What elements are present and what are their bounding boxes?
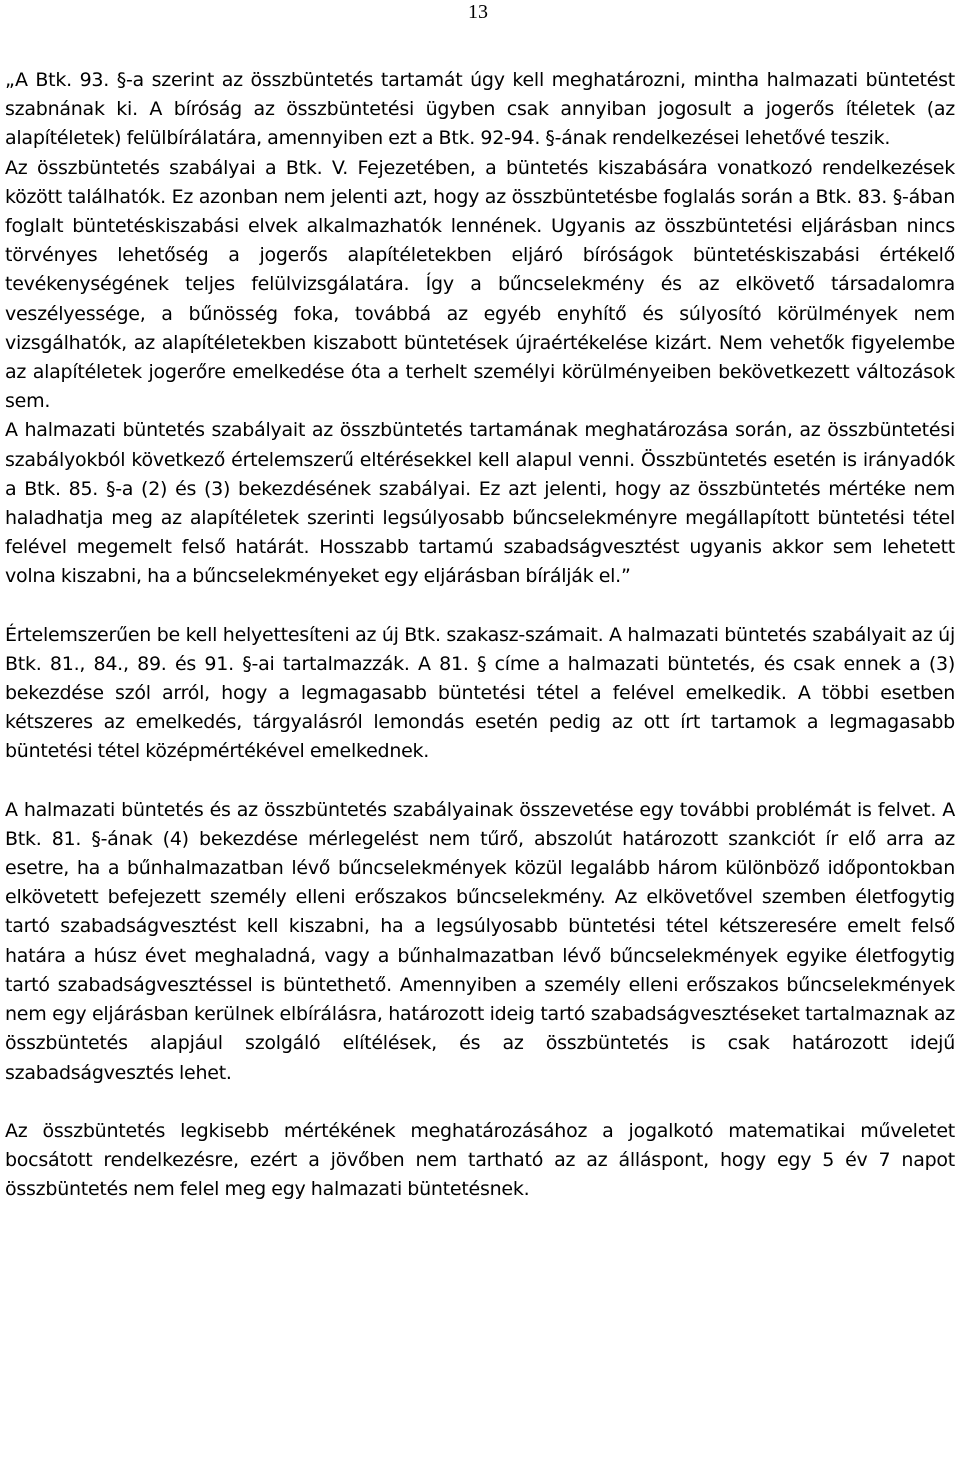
- page-number: 13: [468, 1, 488, 23]
- paragraph-new-btk: Értelemszerűen be kell helyettesíteni az új Btk. szakasz-számait. A halmazati büntetés szabályait az új Btk. 81., 84., 89. és 91. §-ai tartalmazzák. A 81. § címe a halmazati büntetés, és csak ennek a (3) bekezdése szól arról, hogy a legmagasabb büntetési tétel a felével emelkedik. A többi esetben kétszeres az emelkedés, tárgyalásról lemondás esetén pedig az ott írt tartamok a legmagasabb büntetési tétel középmértékével emelkednek.: [5, 623, 955, 763]
- paragraph-quote-rules: Az összbüntetés szabályai a Btk. V. Fejezetében, a büntetés kiszabására vonatkozó rendelkezések között találhatók. Ez azonban nem jelenti azt, hogy az összbüntetésbe foglalás során a Btk. 83. §-ában foglalt büntetéskiszabási elvek alkalmazhatók lennének. Ugyanis az összbüntetési eljárásban nincs törvényes lehetőség a jogerős alapítéletekben eljáró bíróságok büntetéskiszabási értékelő tevékenységének teljes felülvizsgálatára. Így a bűncselekmény és az elkövető társadalomra veszélyessége, a bűnösség foka, továbbá az egyéb enyhítő és súlyosító körülmények nem vizsgálhatók, az alapítéletekben kiszabott büntetések újraértékelése kizárt. Nem vehetők figyelembe az alapítéletek jogerőre emelkedése óta a terhelt személyi körülményeiben bekövetkezett változások sem.: [5, 156, 955, 413]
- paragraph-minimum: Az összbüntetés legkisebb mértékének meghatározásához a jogalkotó matematikai műveletet bocsátott rendelkezésre, ezért a jövőben nem tartható az az álláspont, hogy egy 5 év 7 napot összbüntetés nem felel meg egy halmazati büntetésnek.: [5, 1119, 955, 1201]
- paragraph-quote-halmazati: A halmazati büntetés szabályait az összbüntetés tartamának meghatározása során, az összbüntetési szabályokból következő értelemszerű eltérésekkel kell alapul venni. Összbüntetés esetén is irányadók a Btk. 85. §-a (2) és (3) bekezdésének szabályai. Ez azt jelenti, hogy az összbüntetés mértéke nem haladhatja meg az alapítéletek szerinti legsúlyosabb bűncselekményre megállapított büntetési tétel felével megemelt felső határát. Hosszabb tartamú szabadságvesztést ugyanis akkor sem lehetett volna kiszabni, ha a bűncselekményeket egy eljárásban bírálják el.”: [5, 419, 955, 588]
- document-body: [5, 66, 955, 1204]
- paragraph-comparison: A halmazati büntetés és az összbüntetés szabályainak összevetése egy további problémát is felvet. A Btk. 81. §-ának (4) bekezdése mérlegelést nem tűrő, abszolút határozott szankciót ír elő arra az esetre, ha a bűnhalmazatban lévő bűncselekmények közül legalább három különböző időpontokban elkövetett befejezett személy elleni erőszakos bűncselekmény. Az elkövetővel szemben életfogytig tartó szabadságvesztést kell kiszabni, ha a legsúlyosabb büntetési tétel kétszeresére emelt felső határa a húsz évet meghaladná, vagy a bűnhalmazatban lévő bűncselekmények egyike életfogytig tartó szabadságvesztéssel is büntethető. Amennyiben a személy elleni erőszakos bűncselekmények nem egy eljárásban kerülnek elbírálásra, határozott ideig tartó szabadságvesztéseket tartalmaznak az összbüntetés alapjául szolgáló elítélések, és az összbüntetés is csak határozott idejű szabadságvesztés lehet.: [5, 798, 955, 1084]
- paragraph-quote-intro: „A Btk. 93. §-a szerint az összbüntetés tartamát úgy kell meghatározni, mintha halmazati büntetést szabnának ki. A bíróság az összbüntetési ügyben csak annyiban jogosult a jogerős ítéletek (az alapítéletek) felülbírálatára, amennyiben ezt a Btk. 92-94. §-ának rendelkezései lehetővé teszik.: [5, 69, 955, 150]
